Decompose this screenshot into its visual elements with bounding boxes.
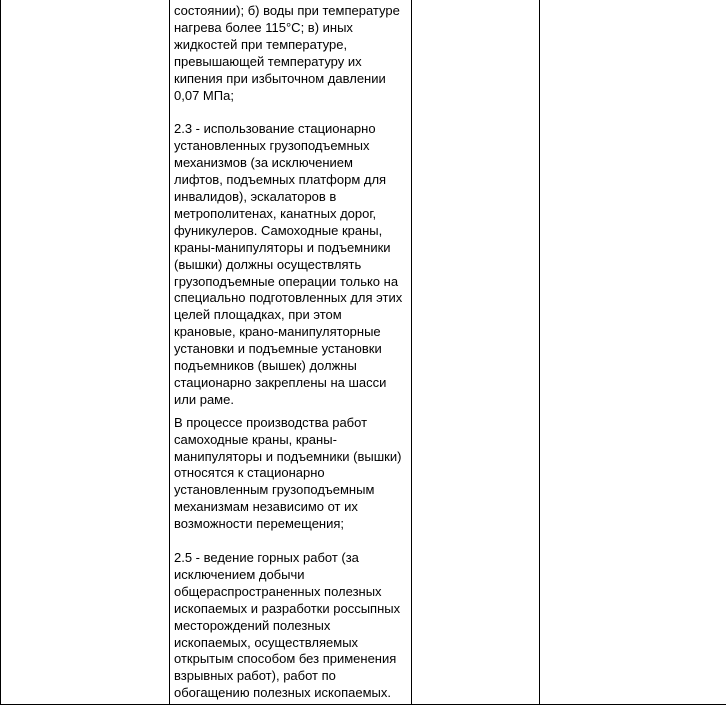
table-cell-empty-middle — [412, 0, 540, 705]
table-row — [1, 0, 726, 705]
paragraph-requirements-part-1: состоянии); б) воды при температуре нагрева более 115°C; в) иных жидкостей при температуре, превышающей температуру их кипения при избыточном давлении 0,07 МПа; 2.3 - использование стационарно установленных грузоподъемных механизмов (за исключением лифтов, подъемных платформ для инвалидов), эскалаторов в метрополитенах, канатных дорог, фуникулеров. Самоходные краны, краны-манипуляторы и подъемники (вышки) должны осуществлять грузоподъемные операции только на специально подготовленных для этих целей площадках, при этом крановые, крано-манипуляторные установки и подъемные установки подъемников (вышек) должны стационарно закреплены на шасси или раме. — [174, 3, 403, 407]
paragraph-requirements-part-2: В процессе производства работ самоходные краны, краны- манипуляторы и подъемники (вышки) относятся к стационарно установленным грузоподъемным механизмам независимо от их возможности перемещения; 2.5 - ведение горных работ (за исключением добычи общераспространенных полезных ископаемых и разработки россыпных месторождений полезных ископаемых, осуществляемых открытым способом без применения взрывных работ), работ по обогащению полезных ископаемых. — [174, 414, 402, 701]
table-cell-empty-right — [540, 0, 726, 705]
table-cell-requirements — [170, 0, 412, 705]
table-cell-empty-left — [1, 0, 170, 705]
cell-text — [170, 0, 411, 702]
